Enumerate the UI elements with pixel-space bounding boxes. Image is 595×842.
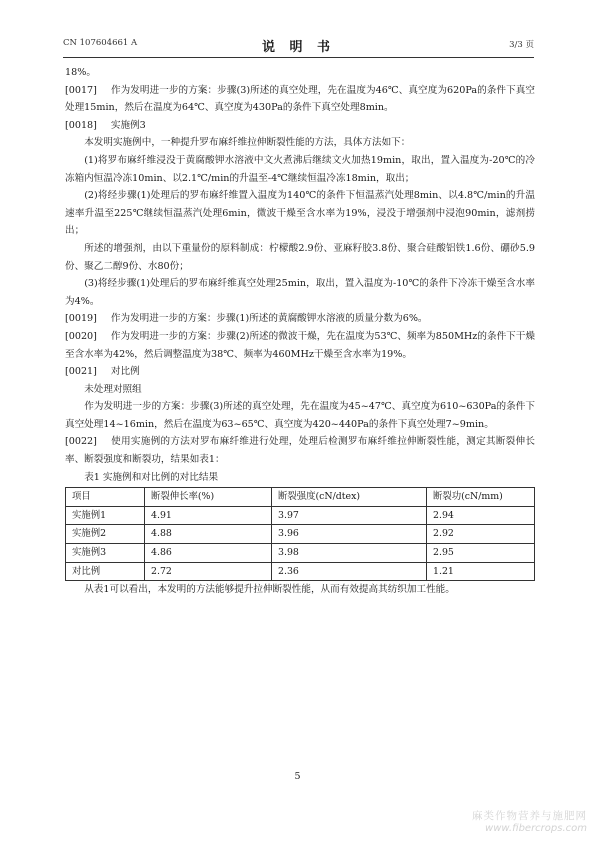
paragraph-number: [0017] (65, 84, 97, 96)
document-body (65, 64, 535, 599)
paragraph-text: 作为发明进一步的方案：步骤(3)所述的真空处理，先在温度为46℃、真空度为620Pa的条件下真空处理15min，然后在温度为64℃、真空度为430Pa的条件下真空处理8min。 (65, 84, 535, 114)
table-cell: 2.36 (272, 562, 427, 581)
table-header-cell: 项目 (66, 488, 145, 507)
paragraph-0018 (65, 117, 535, 135)
table-cell: 3.96 (272, 525, 427, 544)
table-cell: 实施例3 (66, 544, 145, 563)
example-intro: 本发明实施例中，一种提升罗布麻纤维拉伸断裂性能的方法，具体方法如下： (84, 137, 411, 149)
conclusion-paragraph: 从表1可以看出，本发明的方法能够提升拉伸断裂性能，从而有效提高其纺织加工性能。 (84, 584, 455, 596)
paragraph-0020 (65, 328, 535, 363)
table-row (66, 506, 535, 525)
table-cell: 4.86 (145, 544, 272, 563)
table-header-cell: 断裂伸长率(%) (145, 488, 272, 507)
table-cell: 对比例 (66, 562, 145, 581)
table-cell: 实施例1 (66, 506, 145, 525)
table-cell: 2.95 (427, 544, 535, 563)
paragraph-text: 作为发明进一步的方案：步骤(2)所述的微波干燥，先在温度为53℃、频率为850MHz的条件下干燥至含水率为42%，然后调整温度为38℃、频率为460MHz干燥至含水率为19%。 (65, 330, 535, 360)
paragraph-0017 (65, 82, 535, 117)
paragraph-0019 (65, 310, 535, 328)
publication-number: CN 107604661 A (63, 38, 138, 48)
table-cell: 2.92 (427, 525, 535, 544)
document-title: 说 明 书 (261, 40, 336, 55)
table-header-cell: 断裂功(cN/mm) (427, 488, 535, 507)
page-number: 5 (294, 771, 301, 782)
watermark-site-name: 麻类作物营养与施肥网 (472, 810, 587, 822)
section-heading: 实施例3 (110, 119, 146, 131)
table-cell: 3.97 (272, 506, 427, 525)
comparative-method: 作为发明进一步的方案：步骤(3)所述的真空处理，先在温度为45~47℃、真空度为610~630Pa的条件下真空处理14~16min，然后在温度为63~65℃、真空度为420~440Pa的条件下真空处理7~9min。 (65, 401, 535, 430)
paragraph-number: [0018] (65, 119, 97, 131)
page-fraction: 3/3 页 (509, 40, 534, 50)
paragraph-0021 (65, 363, 535, 381)
table-caption: 表1 实施例和对比例的对比结果 (84, 471, 219, 483)
page-header (63, 36, 534, 54)
table-row (66, 544, 535, 563)
control-group-label: 未处理对照组 (84, 383, 142, 395)
table-cell: 4.88 (145, 525, 272, 544)
paragraph-text: 作为发明进一步的方案：步骤(1)所述的黄腐酸钾水溶液的质量分数为6%。 (110, 313, 428, 325)
table-row (66, 562, 535, 581)
paragraph-number: [0021] (65, 366, 97, 378)
paragraph-number: [0019] (65, 313, 97, 325)
step-1: (1)将罗布麻纤维浸没于黄腐酸钾水溶液中文火煮沸后继续文火加热19min，取出，置入温度为-20℃的冷冻箱内恒温冷冻10min、以2.1℃/min的升温至-4℃继续恒温冷冻18min，取出； (65, 154, 535, 184)
paragraph-0022 (65, 433, 535, 468)
table-cell: 4.91 (145, 506, 272, 525)
table-row (66, 525, 535, 544)
section-heading: 对比例 (110, 366, 140, 378)
table-cell: 3.98 (272, 544, 427, 563)
results-table (65, 487, 535, 581)
table-cell: 实施例2 (66, 525, 145, 544)
table-cell: 1.21 (427, 562, 535, 581)
site-watermark (472, 808, 587, 834)
paragraph-text: 使用实施例的方法对罗布麻纤维进行处理，处理后检测罗布麻纤维拉伸断裂性能，测定其断裂伸长率、断裂强度和断裂功，结果如表1： (65, 436, 535, 466)
table-cell: 2.94 (427, 506, 535, 525)
step-3: (3)将经步骤(1)处理后的罗布麻纤维真空处理25min，取出，置入温度为-10℃的条件下冷冻干燥至含水率为4%。 (65, 278, 535, 307)
header-divider (63, 57, 534, 58)
watermark-url: www.fibercrops.com (485, 823, 587, 834)
paragraph-number: [0020] (65, 330, 97, 342)
paragraph-continuation: 18%。 (65, 67, 96, 78)
table-cell: 2.72 (145, 562, 272, 581)
paragraph-number: [0022] (65, 436, 97, 448)
table-header-cell: 断裂强度(cN/dtex) (272, 488, 427, 507)
step-2: (2)将经步骤(1)处理后的罗布麻纤维置入温度为140℃的条件下恒温蒸汽处理8min、以4.8℃/min的升温速率升温至225℃继续恒温蒸汽处理6min，微波干燥至含水率为19%，浸没于增强剂中浸泡90min，滤剂捞出； (65, 190, 535, 237)
table-header-row (66, 488, 535, 507)
enhancer-composition: 所述的增强剂，由以下重量份的原料制成：柠檬酸2.9份、亚麻籽胶3.8份、聚合硅酸铝铁1.6份、硼砂5.9份、聚乙二醇9份、水80份； (65, 242, 535, 272)
